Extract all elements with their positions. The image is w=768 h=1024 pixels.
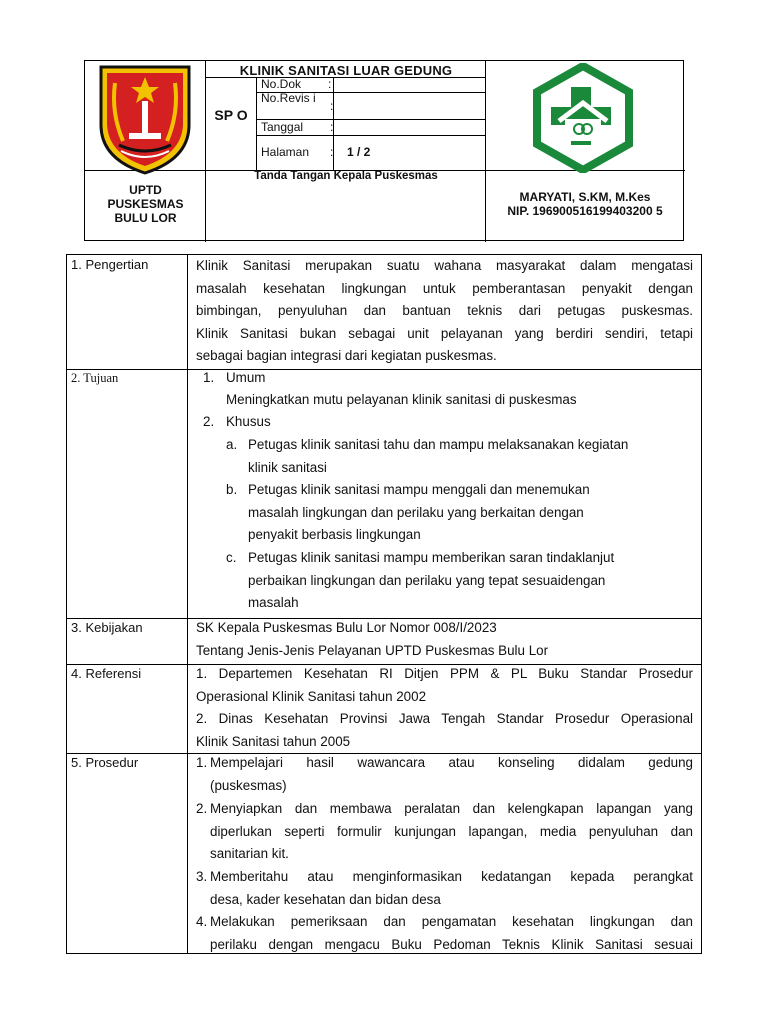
text-line: Klinik Sanitasi bukan sebagai unit pelayanan yang berdiri sendiri, tetapi (196, 325, 693, 341)
list-marker: 1. (196, 755, 208, 770)
tujuan-khusus-title: Khusus (226, 414, 271, 429)
text-line: 2. Dinas Kesehatan Provinsi Jawa Tengah Standar Prosedur Operasional (196, 711, 693, 726)
list-marker: 3. (196, 869, 208, 884)
field-label-tanggal: Tanggal (261, 120, 304, 134)
tujuan-khusus-c (248, 547, 614, 615)
section-content-referensi (196, 663, 693, 753)
tujuan-umum-title: Umum (226, 370, 266, 385)
section-label-referensi: 4. Referensi (71, 666, 142, 681)
prosedur-step-1 (210, 752, 693, 797)
field-colon: : (330, 145, 334, 159)
text-line: Petugas klinik sanitasi tahu dan mampu melaksanakan kegiatan (248, 437, 629, 452)
prosedur-step-3 (210, 866, 693, 911)
text-line: Tentang Jenis-Jenis Pelayanan UPTD Puskesmas Bulu Lor (196, 642, 549, 658)
unit-line: BULU LOR (114, 211, 177, 225)
field-label-norevisi: No.Revis i (261, 91, 316, 105)
regional-crest-logo (97, 63, 193, 175)
text-line: Mempelajari hasil wawancara atau konseling didalam gedung (210, 755, 693, 770)
text-line: Memberitahu atau menginformasikan kedatangan kepada perangkat (210, 869, 693, 884)
text-line: masalah (248, 595, 299, 610)
list-marker: a. (226, 437, 238, 452)
section-label-prosedur: 5. Prosedur (71, 755, 139, 770)
text-line: Petugas klinik sanitasi mampu menggali dan menemukan (248, 482, 590, 497)
text-line: penyakit berbasis lingkungan (248, 527, 421, 542)
text-line: klinik sanitasi (248, 459, 327, 475)
text-line: SK Kepala Puskesmas Bulu Lor Nomor 008/I/2023 (196, 620, 497, 635)
table-divider (67, 369, 701, 370)
text-line: Klinik Sanitasi tahun 2005 (196, 733, 351, 749)
text-line: masalah kesehatan lingkungan untuk pemberantasan penyakit dengan (196, 280, 693, 296)
unit-line: UPTD (129, 183, 162, 197)
text-line: desa, kader kesehatan dan bidan desa (210, 891, 441, 907)
text-line: sebagai bagian integrasi dari kegiatan puskesmas. (196, 348, 497, 363)
document-header (84, 60, 684, 241)
signature-label: Tanda Tangan Kepala Puskesmas (254, 170, 438, 182)
header-divider (485, 61, 486, 242)
procedure-table (66, 254, 702, 954)
field-label-nodok: No.Dok (261, 77, 302, 91)
text-line: Menyiapkan dan membawa peralatan dan kelengkapan lapangan yang (210, 801, 693, 816)
head-name: MARYATI, S.KM, M.Kes (519, 190, 651, 204)
text-line: perbaikan lingkungan dan perilaku yang tepat sesuaidengan (248, 572, 606, 588)
text-line: (puskesmas) (210, 777, 287, 793)
prosedur-step-2 (210, 798, 693, 866)
text-line: Operasional Klinik Sanitasi tahun 2002 (196, 688, 427, 704)
text-line: masalah lingkungan dan perilaku yang berkaitan dengan (248, 504, 584, 520)
head-of-puskesmas (487, 190, 683, 218)
section-label-pengertian: 1. Pengertian (71, 257, 149, 272)
document-title: KLINIK SANITASI LUAR GEDUNG (239, 63, 453, 78)
text-line: perilaku dengan mengacu Buku Pedoman Teknis Klinik Sanitasi sesuai (210, 936, 693, 952)
header-divider (256, 77, 257, 170)
list-marker: 2. (196, 801, 208, 816)
text-line: 1. Departemen Kesehatan RI Ditjen PPM & PL Buku Standar Prosedur (196, 666, 693, 681)
text-line: bimbingan, penyuluhan dan bantuan teknis dari petugas puskesmas. (196, 303, 693, 318)
field-colon: : (330, 120, 334, 134)
tujuan-khusus-a (248, 434, 628, 479)
tujuan-umum-text: Meningkatkan mutu pelayanan klinik sanitasi di puskesmas (226, 392, 577, 407)
text-line: Melakukan pemeriksaan dan pengamatan kesehatan lingkungan dan (210, 914, 693, 929)
tujuan-khusus-num: 2. (203, 414, 215, 429)
table-divider (187, 255, 188, 953)
unit-line: PUSKESMAS (107, 197, 184, 211)
section-content-kebijakan (196, 617, 693, 662)
text-line: Klinik Sanitasi merupakan suatu wahana masyarakat dalam mengatasi (196, 258, 693, 273)
field-colon: : (328, 77, 332, 91)
tujuan-umum-num: 1. (203, 370, 215, 385)
field-value-halaman: 1 / 2 (347, 145, 371, 159)
section-content-pengertian (196, 255, 693, 368)
field-label-halaman: Halaman (261, 145, 310, 159)
header-divider (256, 135, 485, 136)
list-marker: c. (226, 550, 237, 565)
tujuan-khusus-b (248, 479, 590, 547)
text-line: diperlukan seperti formulir kunjungan lapangan, media penyuluhan dan (210, 823, 693, 839)
spo-label: SP O (214, 107, 248, 123)
field-colon: : (330, 99, 334, 113)
puskesmas-logo (531, 63, 635, 173)
list-marker: 4. (196, 914, 208, 929)
text-line: sanitarian kit. (210, 846, 289, 861)
list-marker: b. (226, 482, 238, 497)
text-line: Petugas klinik sanitasi mampu memberikan saran tindaklanjut (248, 550, 615, 565)
head-nip: NIP. 196900516199403200 5 (507, 204, 663, 218)
section-label-tujuan: 2. Tujuan (71, 371, 119, 385)
unit-name (85, 183, 206, 225)
prosedur-step-4 (210, 911, 693, 956)
section-label-kebijakan: 3. Kebijakan (71, 620, 143, 635)
